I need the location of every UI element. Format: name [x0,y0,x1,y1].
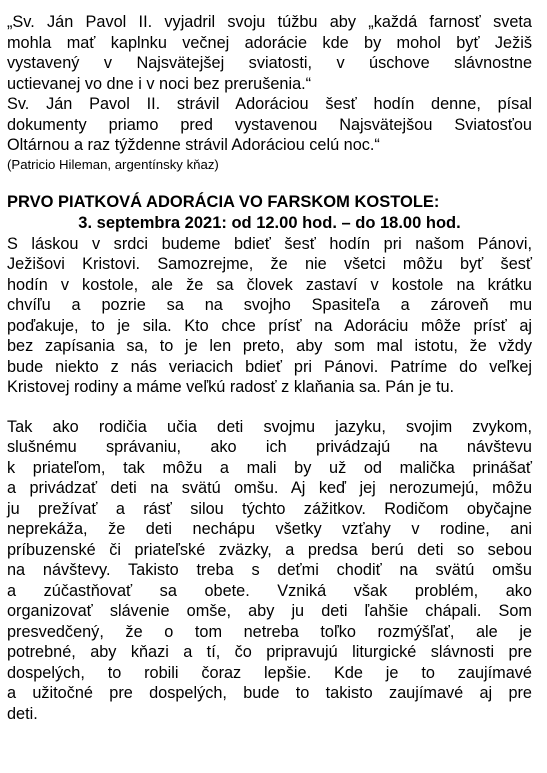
spacer [7,398,532,417]
paragraph-line: presvedčený, že o tom netreba toľko rozmýšľať, ale je [7,622,532,641]
announcement-line: poďakuje, to je sila. Kto chce prísť na Adoráciu môže prísť aj [7,316,532,335]
paragraph-line: Tak ako rodičia učia deti svojmu jazyku, svojim zvykom, [7,417,532,436]
paragraph-line: ju prežívať a rásť silou týchto zážitkov. Rodičom obyčajne [7,499,532,518]
announcement-line: bude niekto z nás veriacich bdieť pri Pánovi. Patríme do veľkej [7,357,532,376]
paragraph-line: a zúčastňovať sa obete. Vzniká však problém, ako [7,581,532,600]
paragraph-line: príbuzenské či priateľské zväzky, a predsa berú deti so sebou [7,540,532,559]
announcement-title: PRVO PIATKOVÁ ADORÁCIA VO FARSKOM KOSTOLE: [7,192,440,211]
paragraph-line: neprekáža, že deti nechápu všetky vzťahy v rodine, ani [7,520,532,538]
paragraph-line: deti. [7,704,38,723]
quote-line: dokumenty priamo pred vystavenou Najsvätejšou Sviatosťou [7,115,532,134]
paragraph-line: na návštevy. Takisto treba s deťmi chodiť na svätú omšu [7,561,532,579]
paragraph-line: organizovať slávenie omše, aby ju deti ľahšie chápali. Som [7,602,532,620]
quote-line: „Sv. Ján Pavol II. vyjadril svoju túžbu aby „každá farnosť sveta [7,13,532,31]
spacer [7,173,532,192]
announcement-line: bez zapísania sa, to je len preto, aby som mal istotu, že vždy [7,337,532,355]
paragraph-line: a užitočné pre dospelých, bude to takisto zaujímavé aj pre [7,684,532,702]
quote-line: vystavený v Najsvätejšej sviatosti, v úschove slávnostne [7,54,532,72]
paragraph-line: slušnému správaniu, ako ich privádzajú na návštevu [7,438,532,456]
announcement-line: Kristovej rodiny a máme veľkú radosť z klaňania sa. Pán je tu. [7,378,455,396]
announcement-line: hodín v kostole, ale že sa človek zastaví v kostole na krátku [7,275,532,294]
quote-line: Sv. Ján Pavol II. strávil Adoráciou šesť hodín denne, písal [7,95,532,113]
announcement-line: S láskou v srdci budeme bdieť šesť hodín pri našom Pánovi, [7,234,532,253]
announcement-line: chvíľu a pozrie sa na svojho Spasiteľa a zároveň mu [7,296,532,314]
announcement-date: 3. septembra 2021: od 12.00 hod. – do 18.00 hod. [78,213,461,232]
paragraph-line: a privádzať deti na svätú omšu. Aj keď jej nerozumejú, môžu [7,479,532,497]
quote-line: mohla mať kaplnku večnej adorácie kde by mohol byť Ježiš [7,33,532,52]
quote-line: uctievanej vo dne i v noci bez prerušenia.“ [7,74,312,93]
quote-block [7,12,532,173]
paragraph-line: dospelých, to robili čoraz lepšie. Kde je to zaujímavé [7,663,532,682]
paragraph-line: k priateľom, tak môžu a mali by už od malička prinášať [7,458,532,477]
body-paragraph [7,417,532,725]
quote-line: Oltárnou a raz týždenne strávil Adoráciou celú noc.“ [7,136,380,154]
quote-attribution: (Patricio Hileman, argentínsky kňaz) [7,156,219,172]
announcement-block [7,192,532,398]
paragraph-line: potrebné, aby kňazi a tí, čo pripravujú liturgické slávnosti pre [7,643,532,661]
announcement-line: Ježišovi Kristovi. Samozrejme, že nie všetci môžu byť šesť [7,255,532,273]
